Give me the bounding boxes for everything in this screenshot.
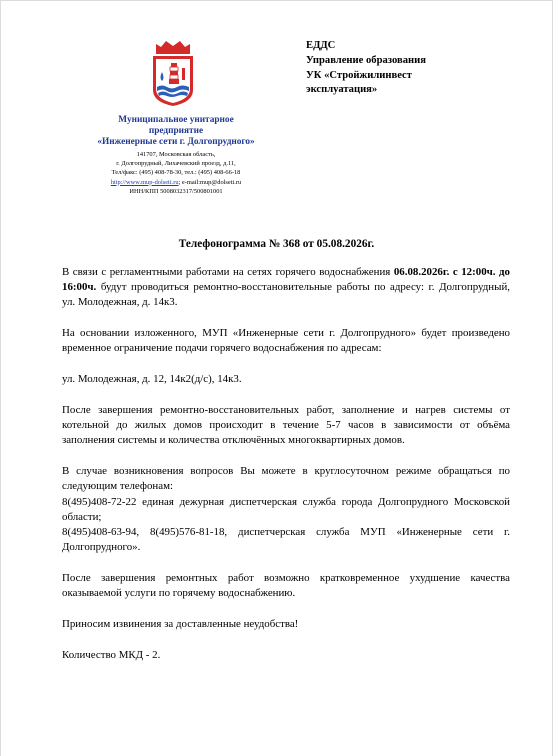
contacts-mup: 8(495)408-63-94, 8(495)576-81-18, диспетчерская служба МУП «Инженерные сети г. Долгопрудного». [62, 525, 510, 553]
org-contacts [70, 178, 282, 187]
document-title: Телефонограмма № 368 от 05.08.2026г. [178, 238, 375, 250]
recipients-block [306, 39, 506, 98]
contacts-edds: 8(495)408-72-22 единая дежурная диспетчерская служба города Долгопрудного Московской области; [62, 495, 510, 523]
org-phones: Тел/факс: (495) 408-78-30, тел.: (495) 408-66-18 [111, 169, 241, 177]
paragraph-addresses: ул. Молодежная, д. 12, 14к2(д/с), 14к3. [62, 373, 242, 386]
paragraph-contacts [62, 464, 510, 554]
paragraph-quality: После завершения ремонтных работ возможно кратковременное ухудшение качества оказываемой услуги по горячему водоснабжению. [62, 571, 510, 599]
paragraph-restriction: На основании изложенного, МУП «Инженерные сети г. Долгопрудного» будет произведено временное ограничение подачи горячего водоснабжения по адресам: [62, 327, 510, 355]
page-border-left [0, 0, 1, 756]
paragraph-notice [62, 265, 510, 310]
org-address-2: г. Долгопрудный, Лихачевский проезд, д.11, [116, 160, 236, 168]
recipient-2: Управление образования [306, 54, 426, 66]
recipient-3: УК «Стройжилинвест [306, 69, 412, 81]
document-body [62, 265, 510, 663]
org-name-line-2: предприятие [148, 125, 204, 136]
org-inn-kpp: ИНН/КПП 5008032317/500801001 [129, 188, 223, 196]
recipient-1: ЕДДС [306, 40, 336, 51]
org-email: ; e-mail:mup@dolseti.ru [178, 178, 242, 186]
organization-block [70, 115, 282, 196]
organization-name [70, 115, 282, 148]
organization-details [70, 150, 282, 196]
website-link[interactable]: http://www.mup-dolseti.ru [110, 178, 179, 186]
paragraph-mkd-count: Количество МКД - 2. [62, 648, 161, 661]
org-name-line-3: «Инженерные сети г. Долгопрудного» [97, 136, 255, 147]
org-name-line-1: Муниципальное унитарное [118, 115, 234, 125]
recipient-4: эксплуатация» [306, 84, 378, 96]
paragraph-apology: Приносим извинения за доставленные неудобства! [62, 617, 299, 630]
notice-end: будут проводиться ремонтно-восстановительные работы по адресу: г. Долгопрудный, ул. Молодежная, д. 14к3. [62, 281, 510, 309]
paragraph-restoration: После завершения ремонтно-восстановительных работ, заполнение и нагрев системы от котельной до жилых домов происходит в течение 5-7 часов в зависимости от объёма заполнения системы и количества отключённых многоквартирных домов. [62, 404, 510, 447]
notice-start: В связи с регламентными работами на сетях горячего водоснабжения [62, 266, 394, 278]
page-border-top [0, 0, 553, 1]
notice-time: 06.08.2026г. с 12:00ч. до 16:00ч. [62, 266, 510, 294]
org-address-1: 141707, Московская область, [136, 150, 216, 158]
contacts-intro: В случае возникновения вопросов Вы можете в круглосуточном режиме обращаться по следующим телефонам: [62, 465, 510, 493]
dolgoprudny-coat-of-arms-icon [150, 38, 196, 108]
